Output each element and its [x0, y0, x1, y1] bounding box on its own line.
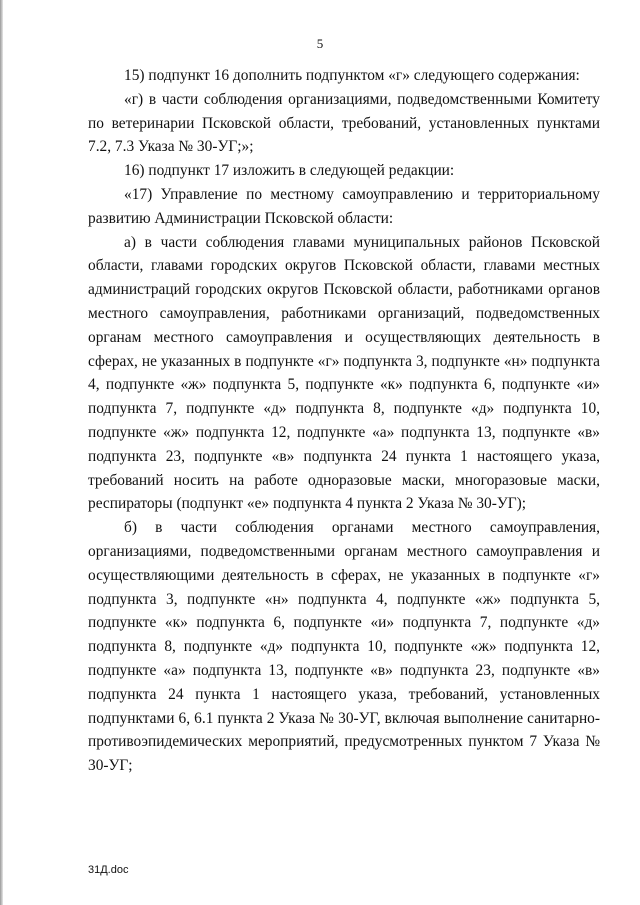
page-number: 5	[316, 36, 324, 51]
paragraph-subitem-g: «г) в части соблюдения организациями, подведомственными Комитету по ветеринарии Псковской области, требований, установленных пунктами 7.2, 7.3 Указа № 30-УГ;»;	[88, 90, 600, 156]
paragraph-item-16: 16) подпункт 17 изложить в следующей редакции:	[124, 162, 455, 180]
file-name-footer: 31Д.doc	[88, 864, 129, 876]
paragraph-item-17-heading: «17) Управление по местному самоуправлению и территориальному развитию Администрации Псковской области:	[88, 185, 600, 227]
paragraph-subitem-b: б) в части соблюдения органами местного самоуправления, организациями, подведомственными органам местного самоуправления и осуществляющими деятельность в сферах, не указанных в подпункте «г» подпункта 3, подпункте «н» подпункта 4, подпункте «ж» подпункта 5, подпункте «к» подпункта 6, подпункте «и» подпункта 7, подпункте «д» подпункта 8, подпункте «д» подпункта 10, подпункте «ж» подпункта 12, подпункте «а» подпункта 13, подпункте «в» подпункта 23, подпункте «в» подпункта 24 пункта 1 настоящего указа, требований, установленных подпунктами 6, 6.1 пункта 2 Указа № 30-УГ, включая выполнение санитарно-противоэпидемических мероприятий, предусмотренных пунктом 7 Указа № 30-УГ;	[88, 519, 600, 775]
document-body	[88, 64, 600, 778]
scan-edge	[0, 0, 3, 905]
paragraph-item-15: 15) подпункт 16 дополнить подпунктом «г» следующего содержания:	[124, 67, 580, 84]
paragraph-subitem-a: а) в части соблюдения главами муниципальных районов Псковской области, главами городских округов Псковской области, главами местных администраций городских округов Псковской области, работниками органов местного самоуправления, работниками организаций, подведомственных органам местного самоуправления и осуществляющих деятельность в сферах, не указанных в подпункте «г» подпункта 3, подпункте «н» подпункта 4, подпункте «ж» подпункта 5, подпункте «к» подпункта 6, подпункте «и» подпункта 7, подпункте «д» подпункта 8, подпункте «д» подпункта 10, подпункте «ж» подпункта 12, подпункте «а» подпункта 13, подпункте «в» подпункта 23, подпункте «в» подпункта 24 пункта 1 настоящего указа, требований носить на работе одноразовые маски, многоразовые маски, респираторы (подпункт «е» подпункта 4 пункта 2 Указа № 30-УГ);	[88, 233, 600, 513]
